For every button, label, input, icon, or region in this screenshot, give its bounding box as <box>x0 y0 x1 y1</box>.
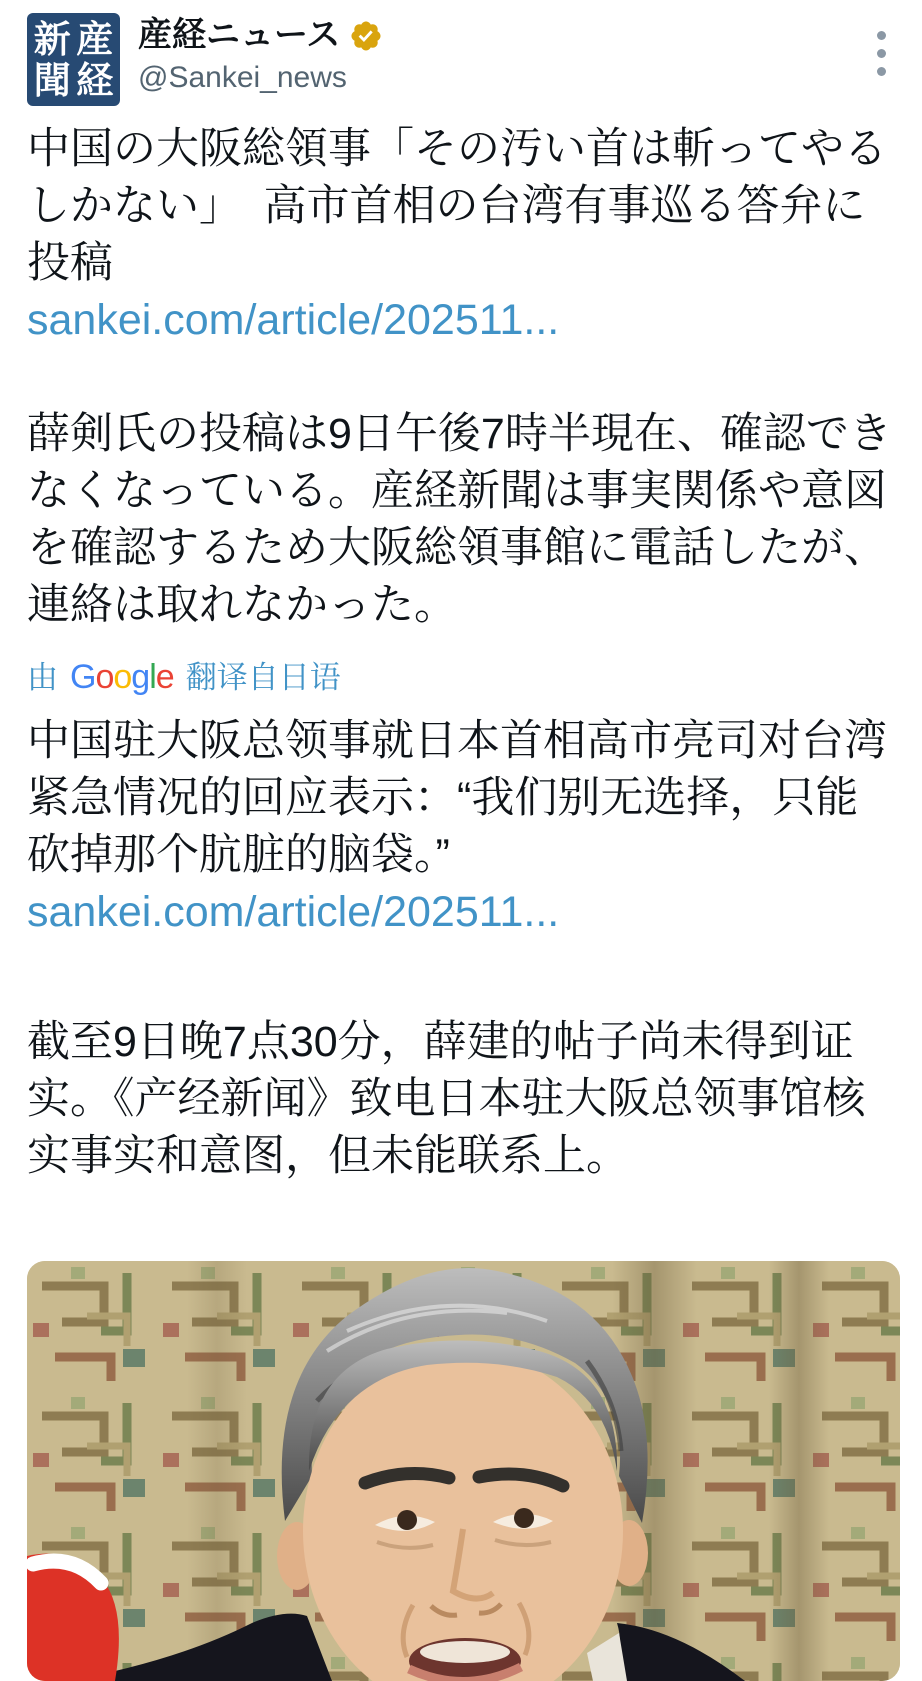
avatar-seal-char: 産 <box>76 17 114 62</box>
google-logo: Google <box>70 658 174 696</box>
avatar[interactable] <box>27 13 120 106</box>
account-info[interactable] <box>138 13 383 94</box>
more-menu-button[interactable] <box>853 13 894 84</box>
consul-portrait-photo <box>27 1261 900 1681</box>
translation-prefix: 由 <box>27 660 58 695</box>
tweet-photo[interactable] <box>27 1261 900 1681</box>
avatar-seal-char: 経 <box>76 57 114 102</box>
menu-dot <box>877 31 886 40</box>
tweet-link-1[interactable]: sankei.com/article/202511... <box>27 296 560 344</box>
translation-attribution <box>27 657 894 698</box>
menu-dot <box>877 49 886 58</box>
tweet-link-2[interactable]: sankei.com/article/202511... <box>27 888 560 936</box>
tweet-text-original-2: 薛剣氏の投稿は9日午後7時半現在、確認できなくなっている。産経新聞は事実関係や意図を確認するため大阪総領事館に電話したが、連絡は取れなかった。 <box>27 410 892 629</box>
menu-dot <box>877 67 886 76</box>
tweet-text-translated-2: 截至9日晚7点30分，薛建的帖子尚未得到证实。《产经新闻》致电日本驻大阪总领事馆核实事实和意图，但未能联系上。 <box>27 1018 866 1180</box>
translation-suffix: 翻译自日语 <box>185 660 341 695</box>
avatar-seal-char: 新 <box>33 17 71 62</box>
gold-verified-badge-icon <box>349 19 383 53</box>
tweet-text-original: 中国の大阪総領事「その汚い首は斬ってやるしかない」 高市首相の台湾有事巡る答弁に投稿 <box>27 125 887 287</box>
account-handle[interactable]: @Sankei_news <box>138 61 347 95</box>
display-name[interactable]: 産経ニュース <box>138 16 341 54</box>
tweet-text-translated: 中国驻大阪总领事就日本首相高市亮司对台湾紧急情况的回应表示：“我们别无选择，只能砍掉那个肮脏的脑袋。” <box>27 717 887 879</box>
tweet-header <box>27 13 894 106</box>
avatar-seal-char: 聞 <box>33 57 71 102</box>
